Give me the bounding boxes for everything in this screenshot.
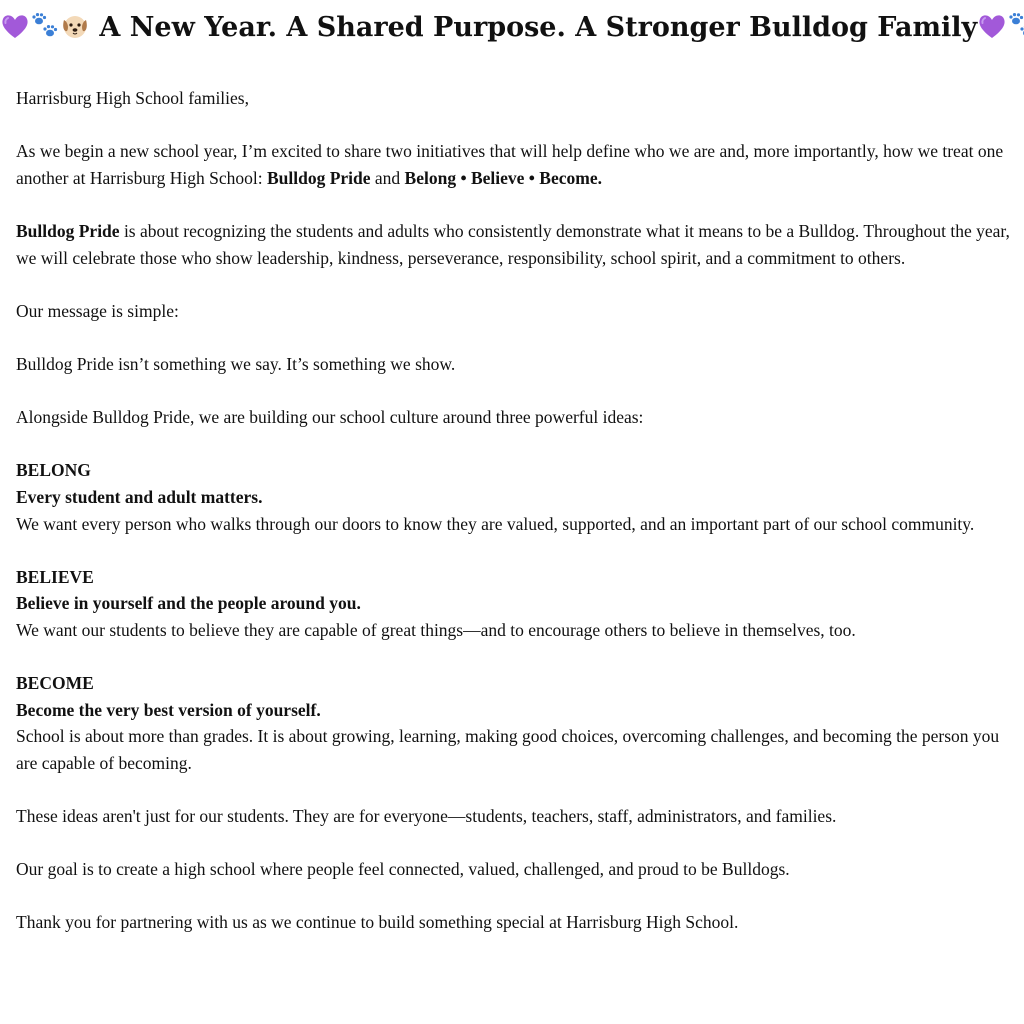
pride-text: is about recognizing the students and adults who consistently demonstrate what it means to be a Bulldog. Throughout the year, we will celebrate those who show leadership, kindness, perseverance, responsibility, school spirit, and a commitment to others. (16, 220, 1010, 268)
dog-face-icon (60, 11, 90, 41)
idea-heading: BELONG (16, 460, 91, 481)
intro-belong-believe-become: Belong • Believe • Become. (404, 167, 602, 188)
idea-text: We want our students to believe they are capable of great things—and to encourage others to believe in themselves, too. (16, 619, 856, 640)
idea-subheading: Believe in yourself and the people around you. (16, 593, 361, 614)
purple-heart-icon (977, 11, 1007, 41)
pride-paragraph (16, 218, 1014, 271)
idea-text: We want every person who walks through our doors to know they are valued, supported, and an important part of our school community. (16, 513, 975, 534)
idea-subheading: Every student and adult matters. (16, 486, 263, 507)
idea-subheading: Become the very best version of yourself. (16, 699, 321, 720)
purple-heart-icon (0, 11, 30, 41)
paw-prints-icon (30, 11, 60, 41)
idea-text: School is about more than grades. It is about growing, learning, making good choices, overcoming challenges, and becoming the person you are capable of becoming. (16, 726, 1000, 773)
letter-body (16, 85, 1014, 963)
message-intro: Our message is simple: (16, 300, 179, 321)
thanks-paragraph: Thank you for partnering with us as we continue to build something special at Harrisburg High School. (16, 912, 739, 933)
intro-bulldog-pride: Bulldog Pride (266, 167, 371, 188)
idea-belong (16, 457, 1014, 537)
idea-become (16, 670, 1014, 776)
culture-intro: Alongside Bulldog Pride, we are building our school culture around three powerful ideas: (16, 407, 644, 428)
paw-prints-icon (1007, 11, 1024, 41)
message: Bulldog Pride isn’t something we say. It’s something we show. (16, 353, 456, 374)
pride-heading: Bulldog Pride (16, 220, 120, 241)
intro-text: As we begin a new school year, I’m excited to share two initiatives that will help define who we are and, more importantly, how we treat one another at Harrisburg High School: (16, 141, 1004, 188)
idea-heading: BECOME (16, 673, 94, 694)
title-text: A New Year. A Shared Purpose. A Stronger Bulldog Family (99, 12, 978, 43)
everyone-paragraph: These ideas aren't just for our students. They are for everyone—students, teachers, staff, administrators, and families. (16, 806, 837, 827)
page-title (0, 8, 1024, 48)
intro-and: and (370, 167, 405, 188)
goal-paragraph: Our goal is to create a high school where people feel connected, valued, challenged, and proud to be Bulldogs. (16, 859, 790, 880)
idea-heading: BELIEVE (16, 566, 94, 587)
idea-believe (16, 564, 1014, 644)
greeting: Harrisburg High School families, (16, 88, 249, 108)
intro-paragraph (16, 138, 1014, 191)
